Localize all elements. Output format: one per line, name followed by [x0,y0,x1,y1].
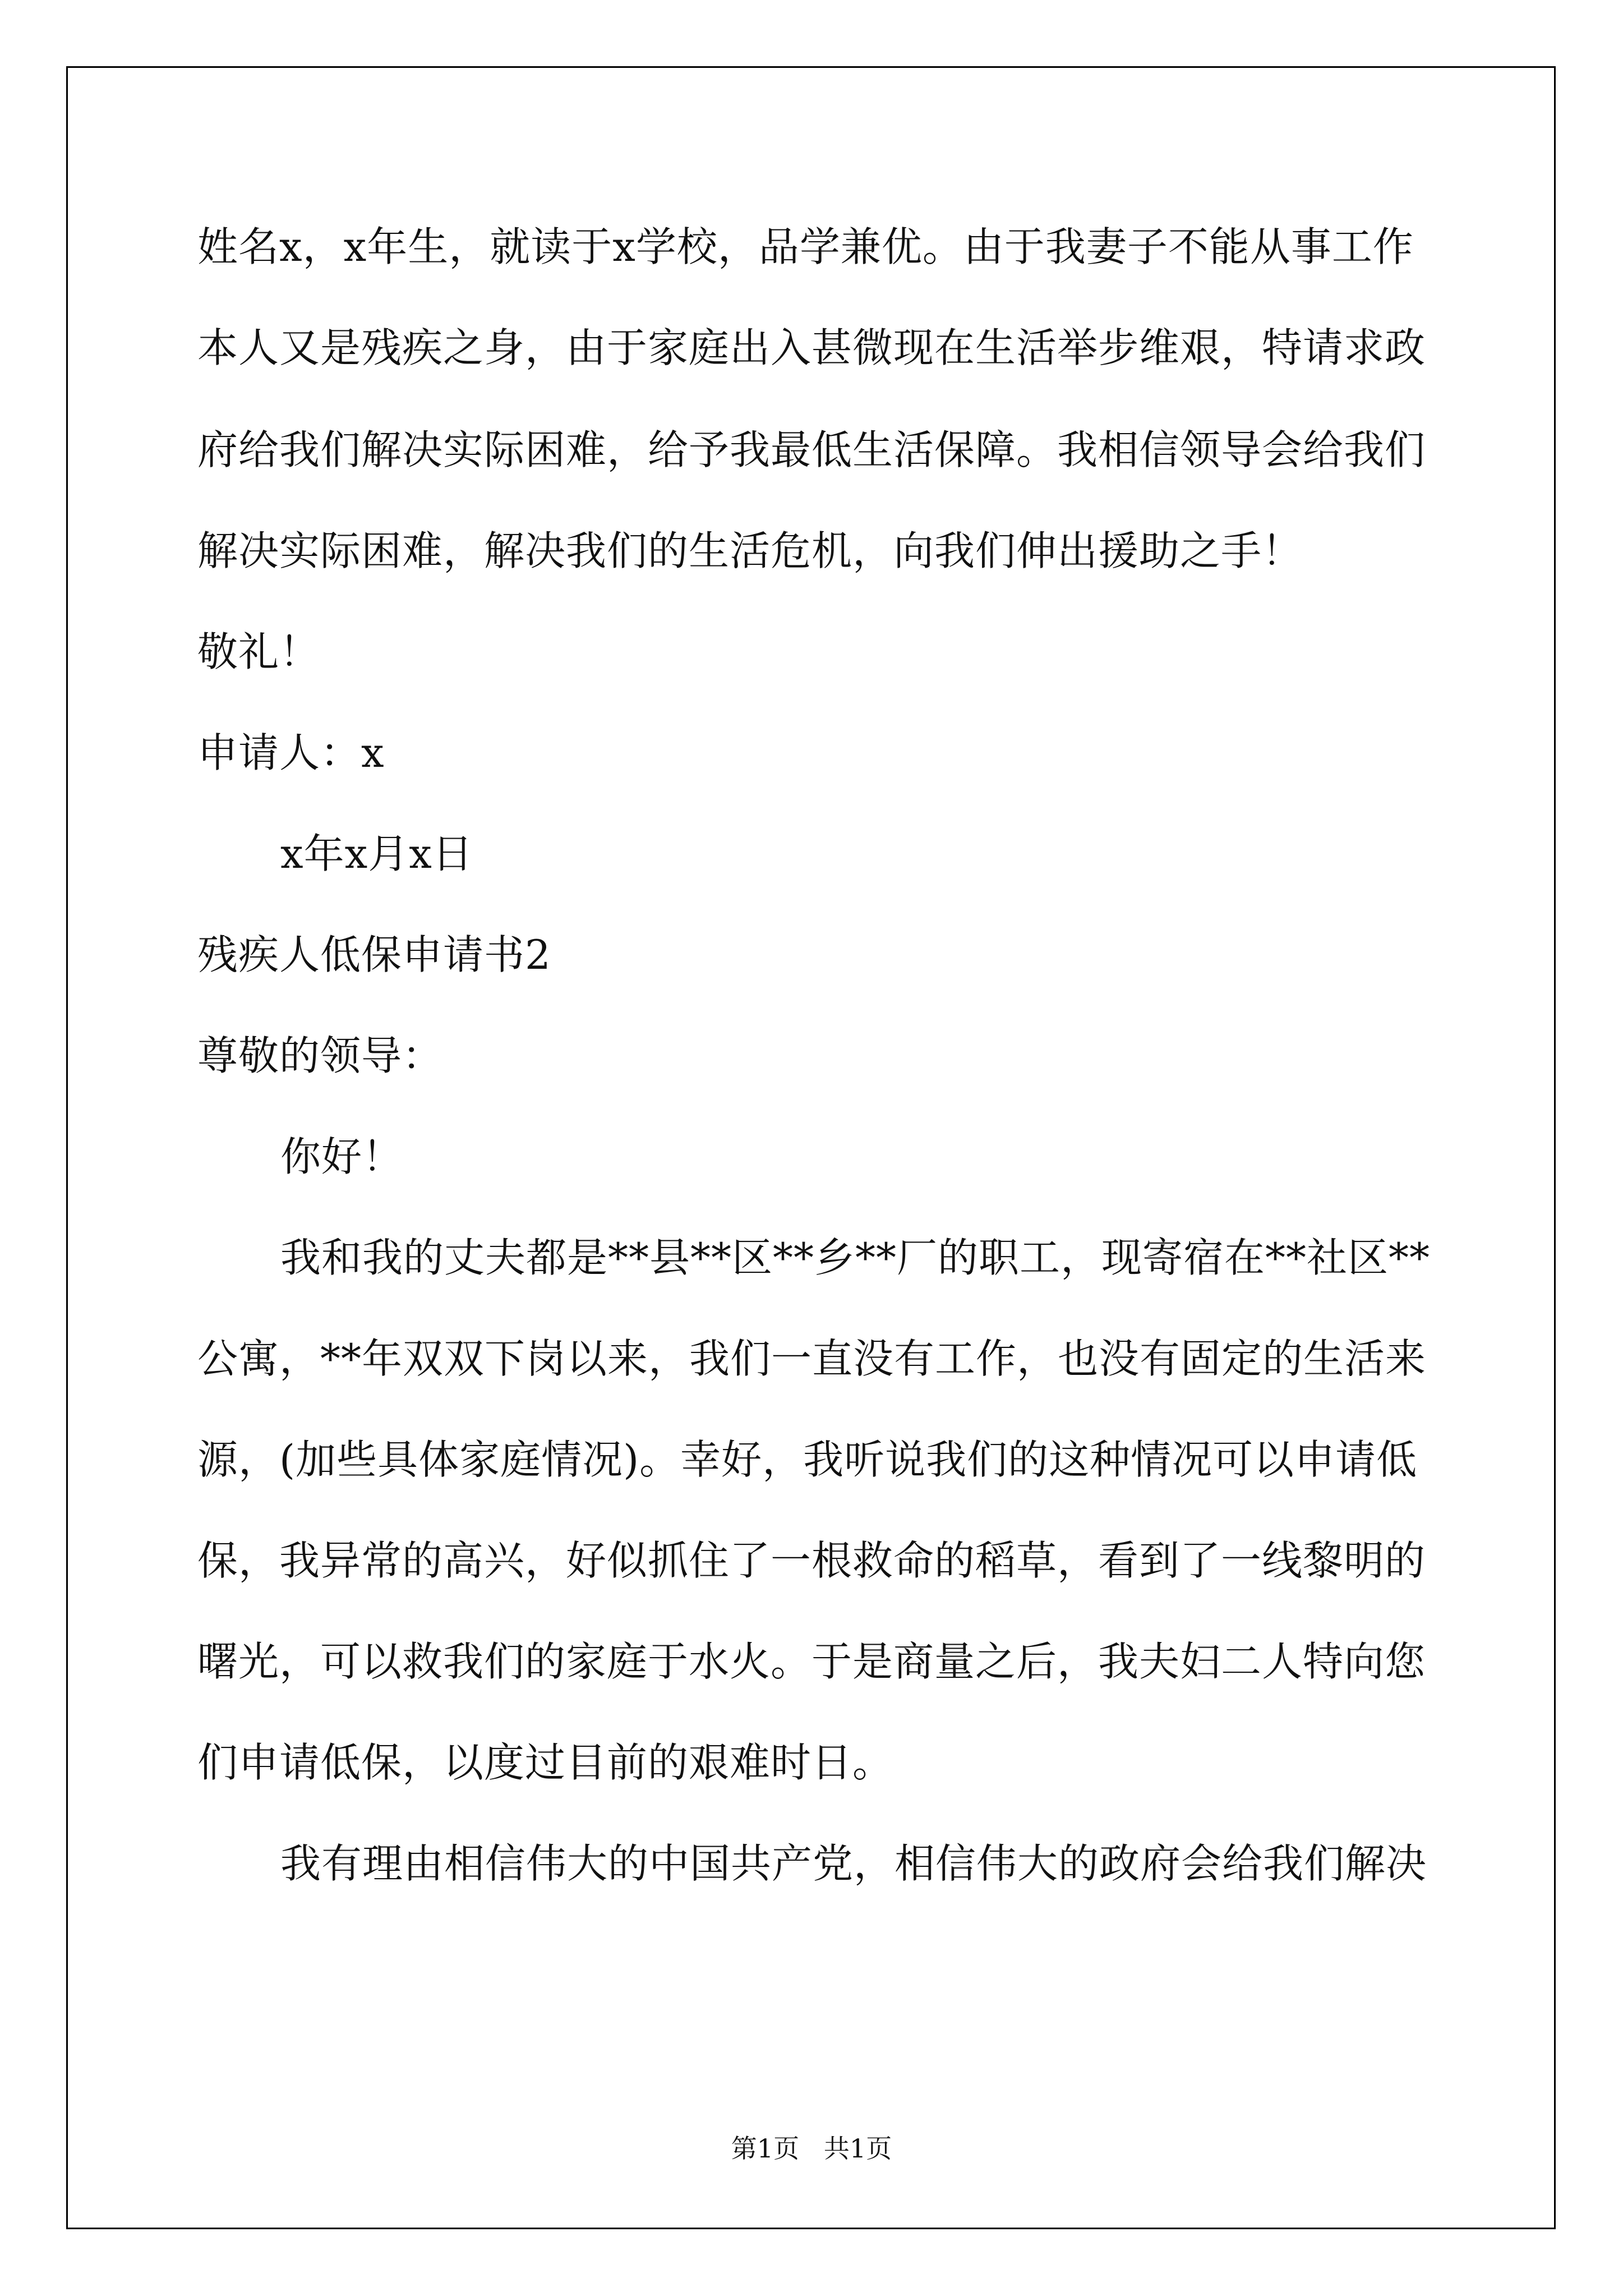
body-line: 我和我的丈夫都是**县**区**乡**厂的职工，现寄宿在**社区** [280,1234,1431,1281]
body-line: 解决实际困难，解决我们的生活危机，向我们伸出援助之手！ [197,527,1303,574]
body-line: 保，我异常的高兴，好似抓住了一根救命的稻草，看到了一线黎明的 [197,1537,1426,1584]
greeting-hello: 你好！ [280,1133,404,1180]
body-line: 公寓，**年双双下岗以来，我们一直没有工作，也没有固定的生活来 [197,1335,1427,1382]
body-line: 姓名x，x年生，就读于x学校，品学兼优。由于我妻子不能从事工作 [197,223,1414,270]
greeting: 尊敬的领导： [197,1032,444,1079]
applicant-signature: 申请人：x [197,729,385,776]
body-line: 府给我们解决实际困难，给予我最低生活保障。我相信领导会给我们 [197,426,1426,473]
section-title: 残疾人低保申请书2 [197,931,551,978]
page-footer: 第1页 共1页 [731,2133,892,2164]
body-line: 源，(加些具体家庭情况)。幸好，我听说我们的这种情况可以申请低 [197,1436,1418,1483]
closing-salutation: 敬礼！ [197,628,321,675]
body-line: 们申请低保，以度过目前的艰难时日。 [197,1739,894,1786]
body-line: 本人又是残疾之身，由于家庭出入甚微现在生活举步维艰，特请求政 [197,324,1426,371]
signature-date: x年x月x日 [280,830,473,877]
body-line: 我有理由相信伟大的中国共产党，相信伟大的政府会给我们解决 [280,1840,1427,1887]
body-line: 曙光，可以救我们的家庭于水火。于是商量之后，我夫妇二人特向您 [197,1638,1426,1685]
